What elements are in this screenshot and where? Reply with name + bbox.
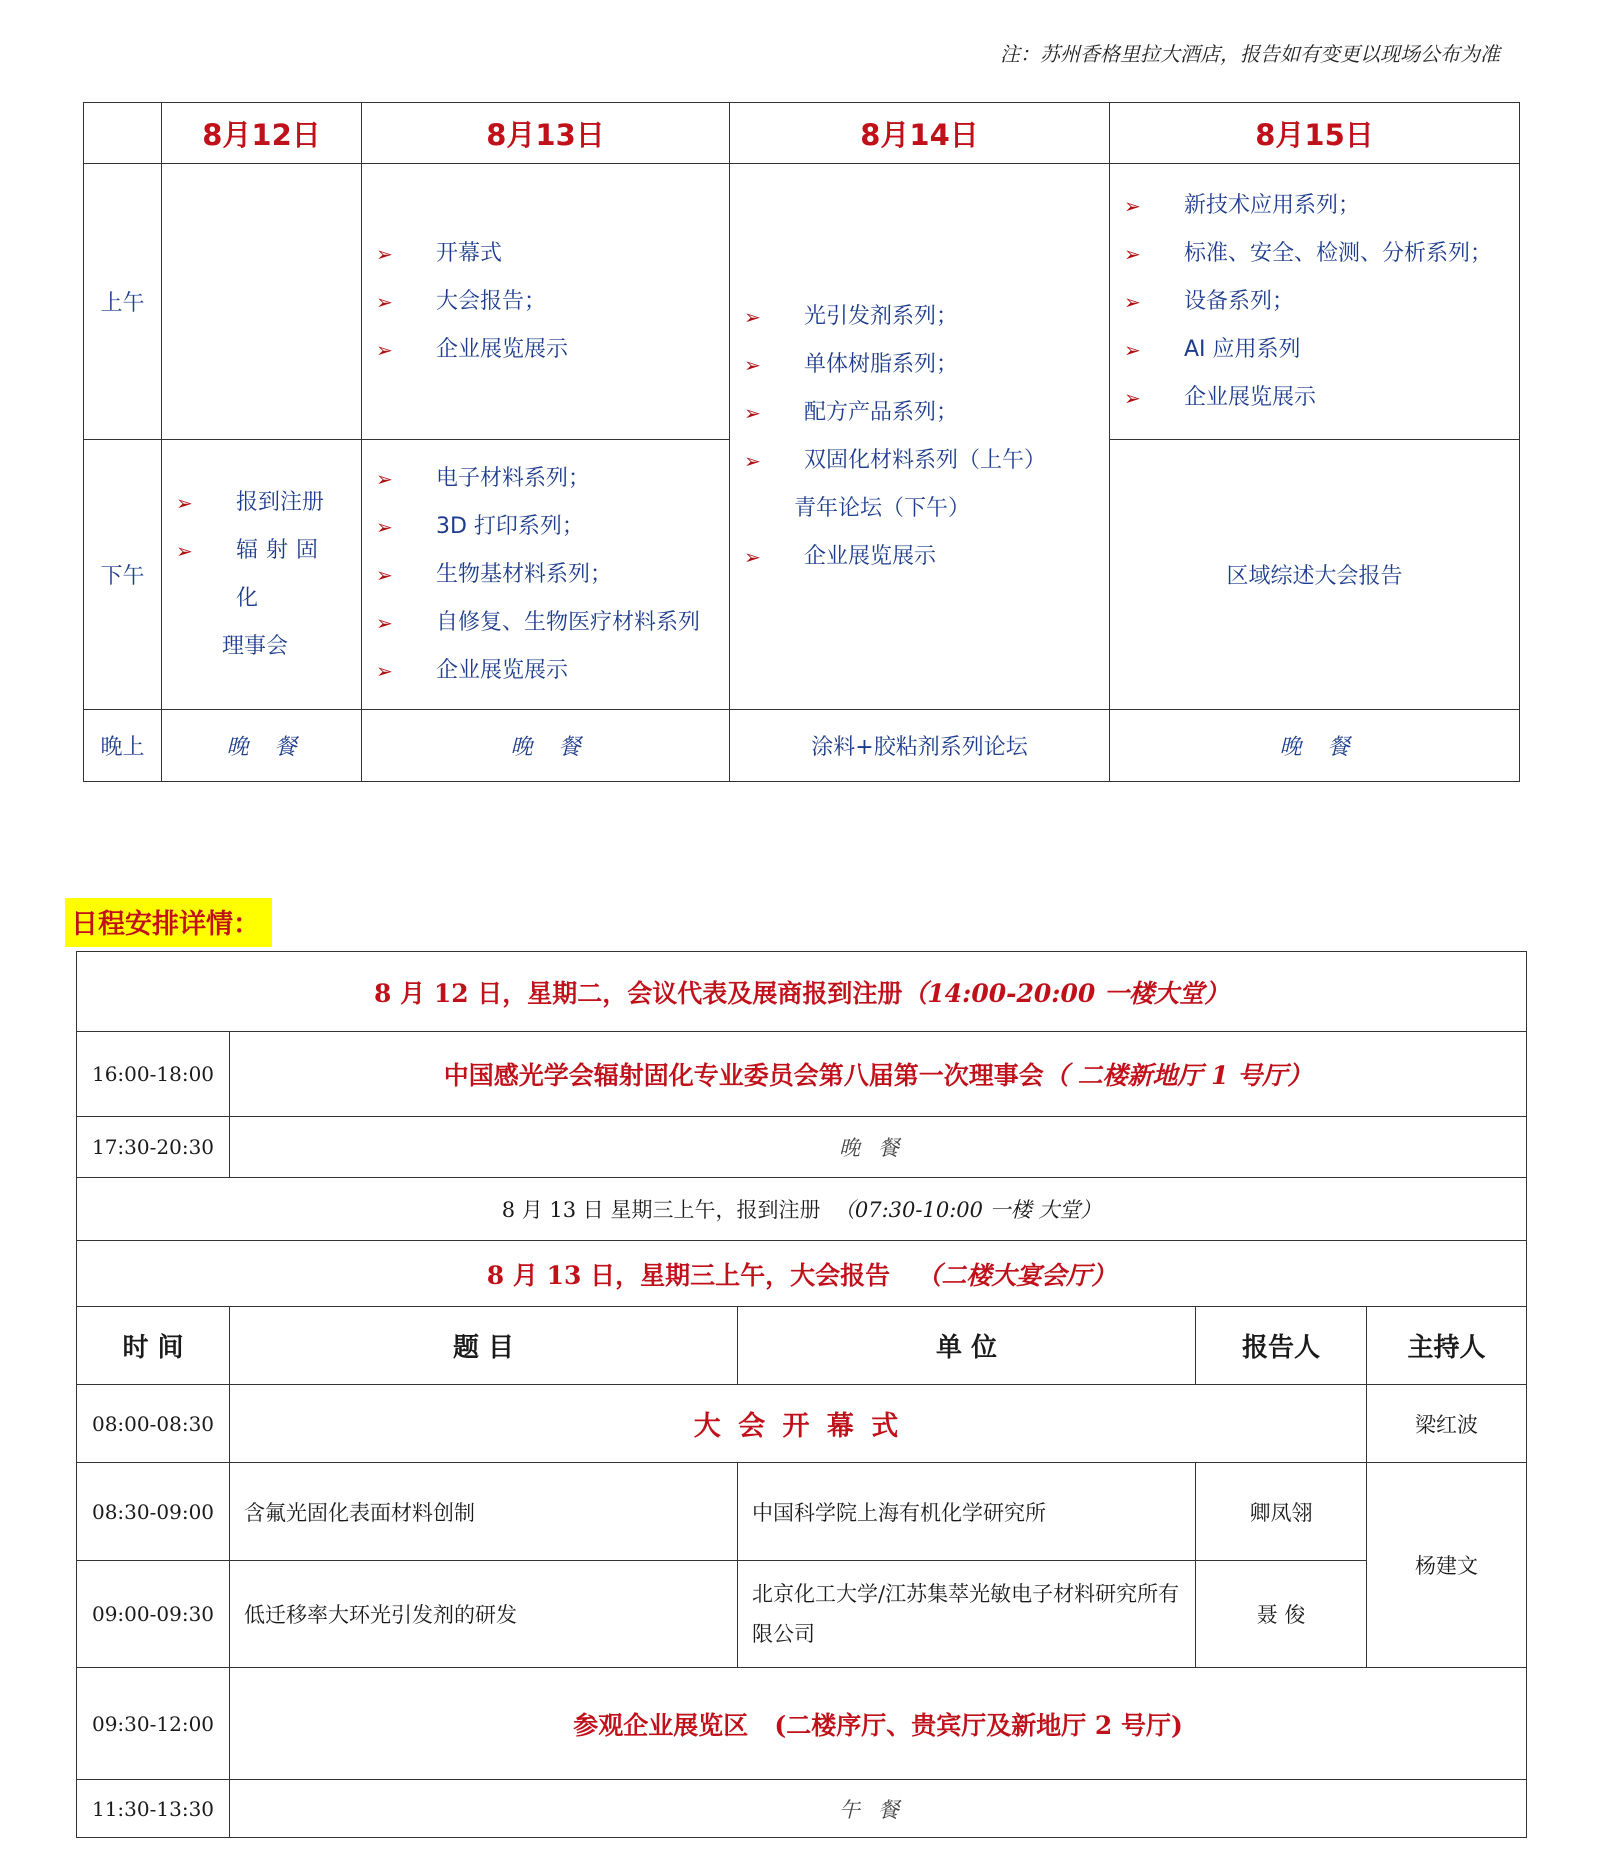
d15-pm-cell: 区域综述大会报告 [1110,440,1520,710]
period-eve: 晚上 [84,710,162,782]
time-cell: 08:00-08:30 [77,1385,230,1463]
arrow-icon: ➢ [1124,241,1141,266]
time-cell: 17:30-20:30 [77,1117,230,1178]
col-header-title: 题 目 [230,1307,738,1385]
list-item: ➢ 新技术应用系列； [1124,182,1509,230]
list-item: ➢ 光引发剂系列； [744,293,1099,341]
list-item: ➢ 开幕式 [376,230,719,278]
date-header: 8月15日 [1110,103,1520,164]
arrow-icon: ➢ [376,610,393,635]
d15-am-cell [1110,164,1520,440]
talk-title: 含氟光固化表面材料创制 [230,1463,738,1561]
list-item: ➢ 电子材料系列； [376,455,719,503]
d13-eve-cell: 晚餐 [362,710,730,782]
day13-registration: 8 月 13 日 星期三上午，报到注册 （07:30-10:00 一楼 大堂） [77,1178,1527,1241]
col-header-speaker: 报告人 [1196,1307,1367,1385]
list-item: ➢ 双固化材料系列（上午） [744,437,1099,485]
arrow-icon: ➢ [744,304,761,329]
council-meeting-cell: 中国感光学会辐射固化专业委员会第八届第一次理事会（ 二楼新地厅 1 号厅） [230,1032,1527,1117]
lunch-cell: 午餐 [230,1780,1527,1838]
schedule-table [76,951,1527,1838]
date-header: 8月12日 [162,103,362,164]
col-header-host: 主持人 [1367,1307,1527,1385]
day13-session-banner: 8 月 13 日，星期三上午，大会报告 （二楼大宴会厅） [77,1241,1527,1307]
talk-org: 北京化工大学/江苏集萃光敏电子材料研究所有限公司 [738,1561,1196,1668]
arrow-icon: ➢ [744,544,761,569]
d12-eve-cell: 晚餐 [162,710,362,782]
arrow-icon: ➢ [376,337,393,362]
list-item: ➢ 企业展览展示 [1124,374,1509,422]
time-cell: 08:30-09:00 [77,1463,230,1561]
venue-note: 注：苏州香格里拉大酒店，报告如有变更以现场公布为准 [1000,42,1500,66]
talk-speaker: 聂 俊 [1196,1561,1367,1668]
host-cell: 杨建文 [1367,1463,1527,1668]
col-header-time: 时 间 [77,1307,230,1385]
time-cell: 09:00-09:30 [77,1561,230,1668]
period-pm: 下午 [84,440,162,710]
date-header: 8月13日 [362,103,730,164]
arrow-icon: ➢ [1124,337,1141,362]
arrow-icon: ➢ [1124,385,1141,410]
d13-am-cell [362,164,730,440]
arrow-icon: ➢ [376,466,393,491]
arrow-icon: ➢ [1124,289,1141,314]
expo-visit-cell: 参观企业展览区 (二楼序厅、贵宾厅及新地厅 2 号厅) [230,1668,1527,1780]
arrow-icon: ➢ [1124,193,1141,218]
corner-cell [84,103,162,164]
list-item: ➢ 辐射固化 [176,527,351,623]
schedule-heading: 日程安排详情： [65,898,272,947]
date-header: 8月14日 [730,103,1110,164]
col-header-org: 单 位 [738,1307,1196,1385]
arrow-icon: ➢ [176,538,193,563]
time-cell: 11:30-13:30 [77,1780,230,1838]
period-am: 上午 [84,164,162,440]
day12-banner: 8 月 12 日，星期二，会议代表及展商报到注册（14:00-20:00 一楼大堂） [77,952,1527,1032]
arrow-icon: ➢ [744,448,761,473]
list-item: ➢ 设备系列； [1124,278,1509,326]
d13-pm-cell [362,440,730,710]
arrow-icon: ➢ [376,562,393,587]
d14-eve-cell: 涂料+胶粘剂系列论坛 [730,710,1110,782]
time-cell: 09:30-12:00 [77,1668,230,1780]
list-item: ➢ 自修复、生物医疗材料系列 [376,599,719,647]
list-item: ➢ 企业展览展示 [376,326,719,374]
list-continuation: 青年论坛（下午） [794,495,971,521]
talk-speaker: 卿凤翎 [1196,1463,1367,1561]
list-item: ➢ 3D 打印系列； [376,503,719,551]
d12-pm-cell [162,440,362,710]
arrow-icon: ➢ [744,400,761,425]
d15-eve-cell: 晚餐 [1110,710,1520,782]
list-item: ➢ AI 应用系列 [1124,326,1509,374]
d12-am-cell [162,164,362,440]
time-cell: 16:00-18:00 [77,1032,230,1117]
opening-ceremony: 大 会 开 幕 式 [230,1385,1367,1463]
list-item: ➢ 标准、安全、检测、分析系列； [1124,230,1509,278]
list-item: ➢ 企业展览展示 [376,647,719,695]
d14-day-cell [730,164,1110,710]
list-item: ➢ 生物基材料系列； [376,551,719,599]
list-item: ➢ 企业展览展示 [744,533,1099,581]
list-continuation: 理事会 [222,633,289,659]
host-cell: 梁红波 [1367,1385,1527,1463]
arrow-icon: ➢ [376,658,393,683]
talk-title: 低迁移率大环光引发剂的研发 [230,1561,738,1668]
arrow-icon: ➢ [176,490,193,515]
talk-org: 中国科学院上海有机化学研究所 [738,1463,1196,1561]
arrow-icon: ➢ [744,352,761,377]
list-item: ➢ 配方产品系列； [744,389,1099,437]
list-item: ➢ 报到注册 [176,479,351,527]
arrow-icon: ➢ [376,241,393,266]
dinner-cell: 晚餐 [230,1117,1527,1178]
overview-table [83,102,1520,782]
list-item: ➢ 单体树脂系列； [744,341,1099,389]
arrow-icon: ➢ [376,514,393,539]
list-item: ➢ 大会报告； [376,278,719,326]
arrow-icon: ➢ [376,289,393,314]
